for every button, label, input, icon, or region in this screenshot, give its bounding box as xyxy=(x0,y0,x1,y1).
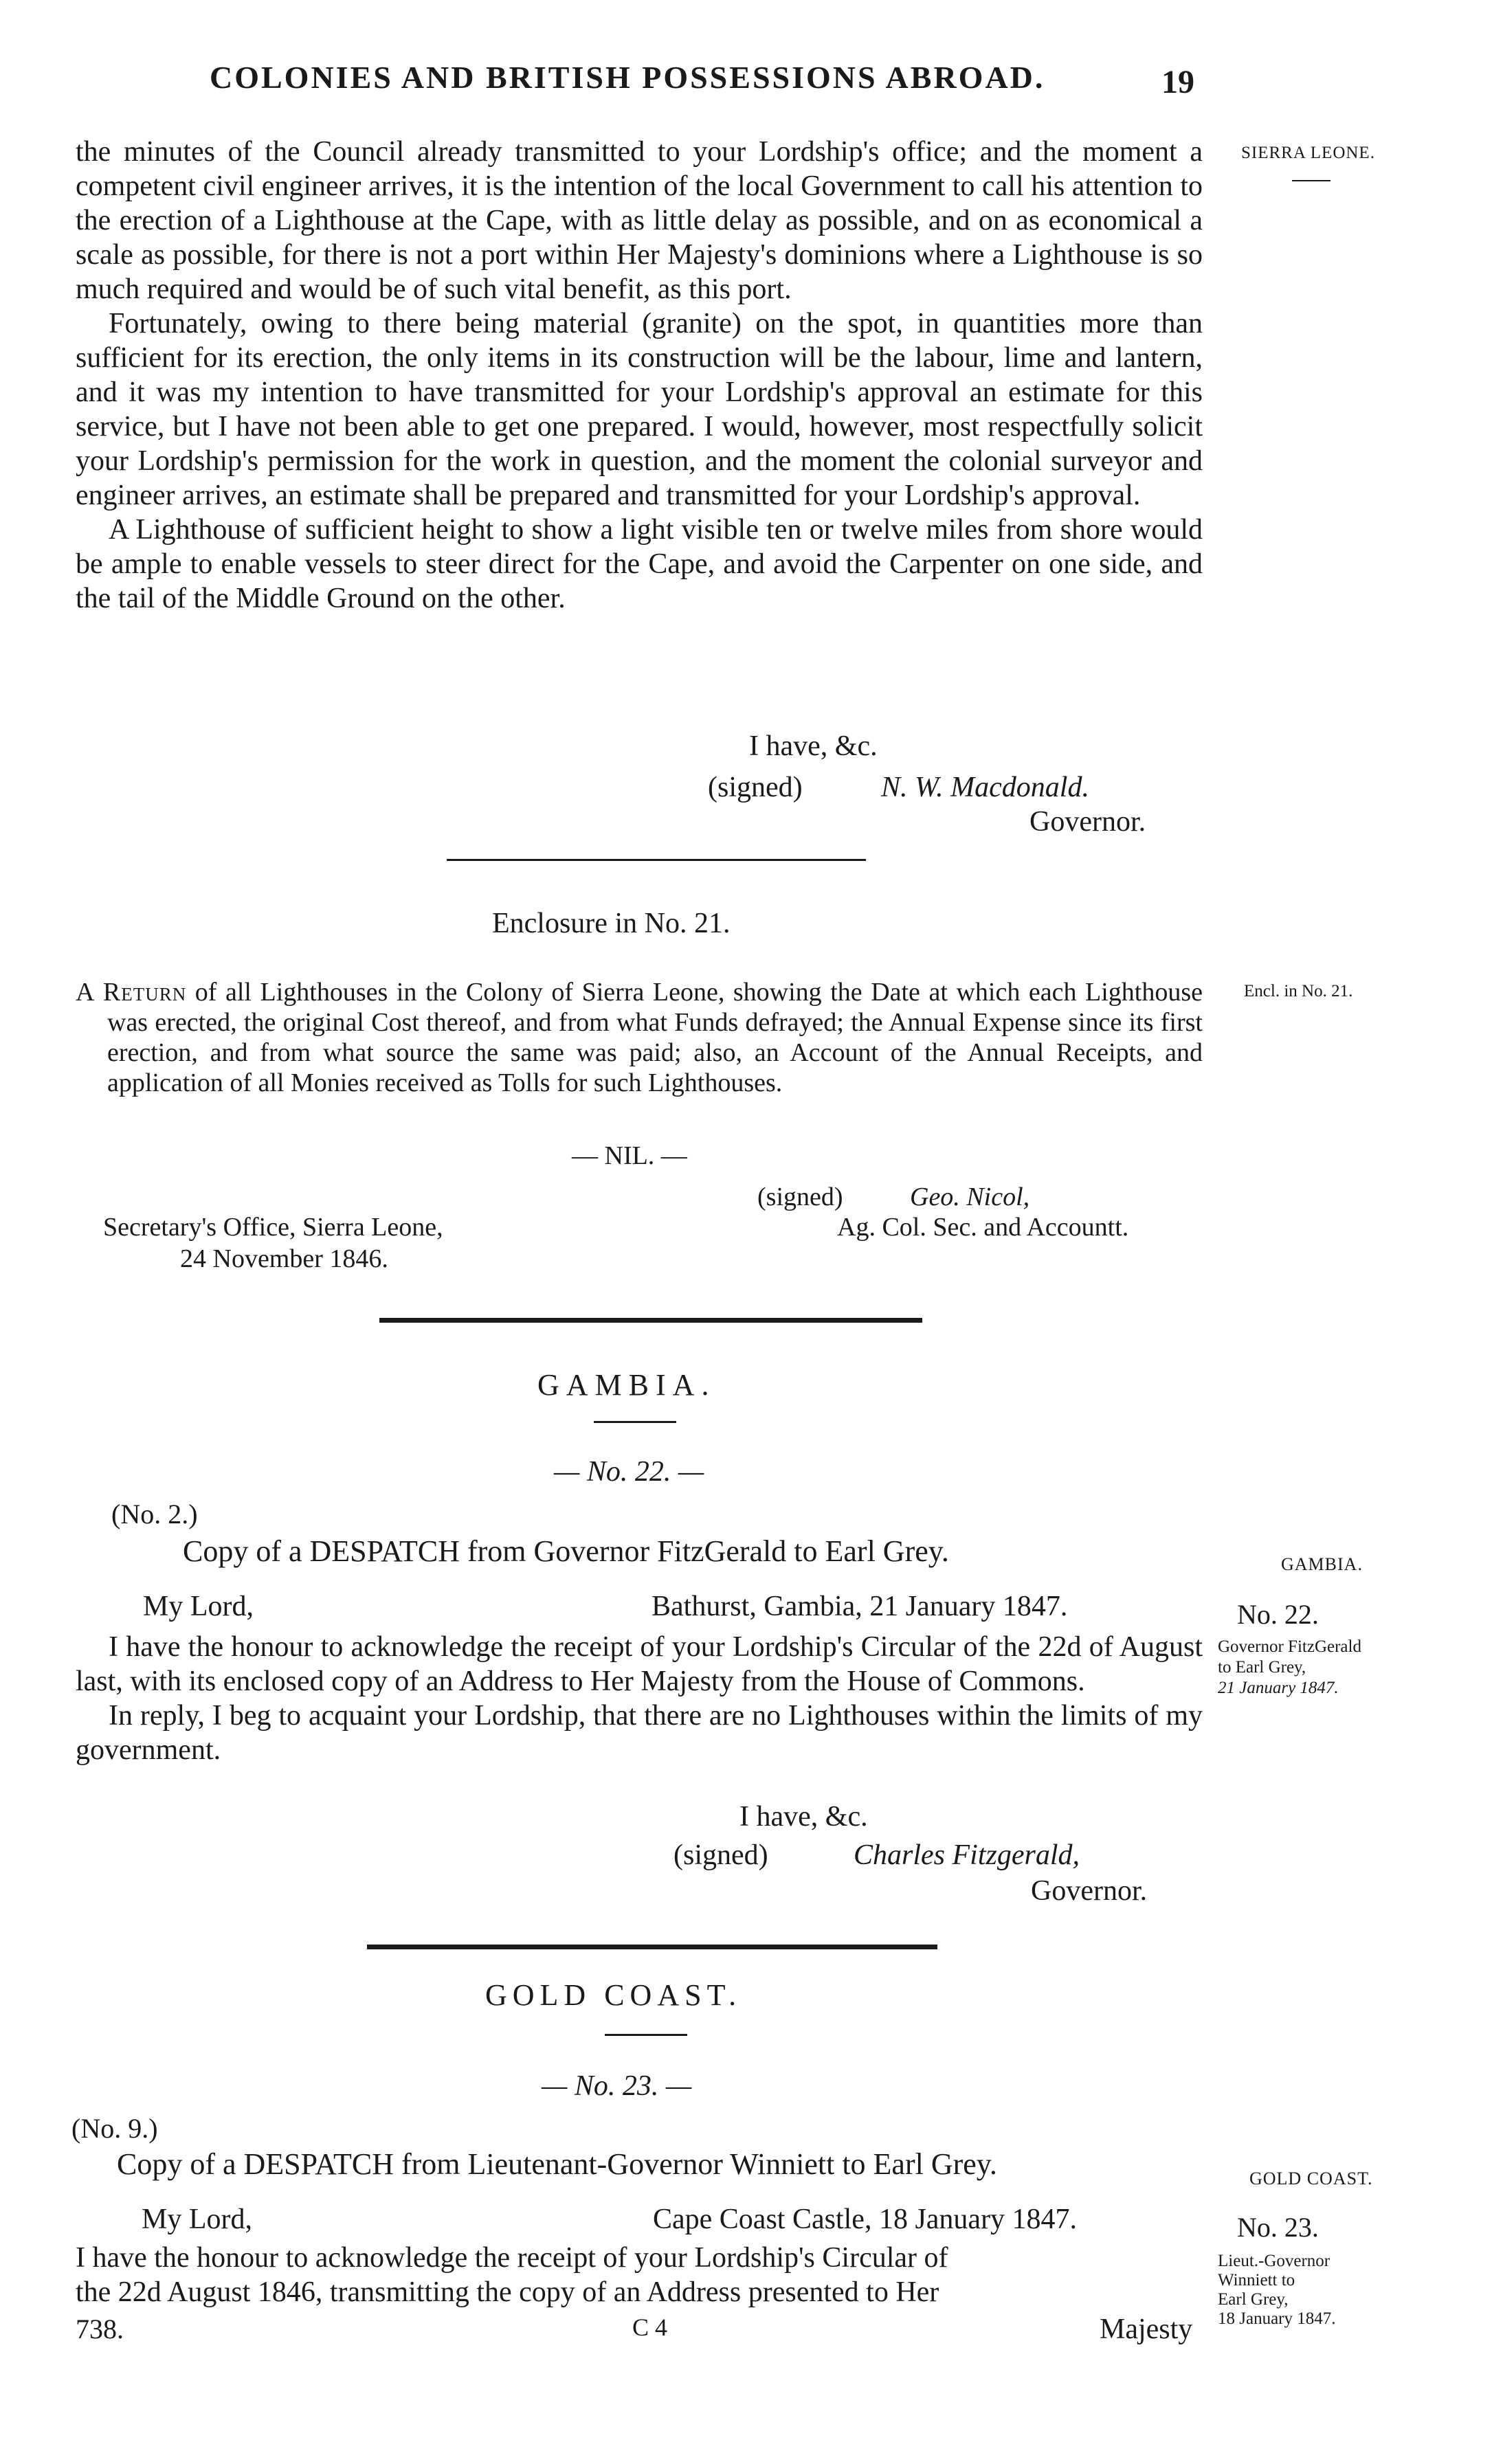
margin-gambia-from-3: 21 January 1847. xyxy=(1218,1679,1339,1697)
gambia-heading-rule xyxy=(594,1421,676,1423)
section-rule-thick xyxy=(379,1318,922,1323)
gambia-no-paren: (No. 2.) xyxy=(111,1499,198,1530)
gold-coast-paragraph-line-2: the 22d August 1846, transmitting the copy of an Address presented to Her xyxy=(76,2276,939,2308)
gold-coast-no-paren: (No. 9.) xyxy=(71,2113,158,2144)
enclosure-return xyxy=(76,977,1203,1098)
gambia-copy-line xyxy=(183,1534,949,1569)
section-rule-thick-2 xyxy=(367,1945,937,1949)
gold-coast-paragraph-line-1: I have the honour to acknowledge the receipt of your Lordship's Circular of xyxy=(76,2242,948,2274)
margin-gold-from-1: Lieut.-Governor xyxy=(1218,2252,1330,2270)
gambia-signer-title: Governor. xyxy=(1031,1875,1148,1907)
gambia-closing: I have, &c. xyxy=(739,1801,868,1833)
margin-gold-from-2: Winniett to xyxy=(1218,2271,1295,2289)
gambia-copy-text: Copy of a DESPATCH from Governor FitzGerald to Earl Grey. xyxy=(183,1534,949,1568)
gambia-body xyxy=(76,1630,1203,1767)
enclosure-date: 24 November 1846. xyxy=(180,1244,388,1273)
margin-sierra-leone: SIERRA LEONE. xyxy=(1241,144,1375,162)
margin-gambia-from-2: to Earl Grey, xyxy=(1218,1658,1306,1677)
gold-coast-heading-rule xyxy=(605,2034,687,2036)
signer-title: Governor. xyxy=(1029,806,1146,838)
closing-i-have: I have, &c. xyxy=(749,730,878,762)
margin-gambia-from-1: Governor FitzGerald xyxy=(1218,1637,1361,1656)
margin-gold-coast: GOLD COAST. xyxy=(1249,2169,1373,2188)
margin-gambia: GAMBIA. xyxy=(1281,1554,1363,1574)
margin-gold-coast-no: No. 23. xyxy=(1237,2212,1319,2243)
gold-coast-copy-line xyxy=(117,2147,997,2182)
margin-gambia-no: No. 22. xyxy=(1237,1599,1319,1630)
footer-catchword: Majesty xyxy=(1100,2314,1193,2345)
enclosure-signer-title: Ag. Col. Sec. and Accountt. xyxy=(837,1213,1129,1242)
enclosure-heading: Enclosure in No. 21. xyxy=(492,908,731,939)
letter-paragraph-3: A Lighthouse of sufficient height to show a light visible ten or twelve miles from shore would be ample to enable vessels to steer direct for the Cape, and avoid the Carpenter on one side, and the tail of the Middle Ground on the other. xyxy=(76,514,1203,614)
letter-paragraph-2: Fortunately, owing to there being material (granite) on the spot, in quantities more than sufficient for its erection, the only items in its construction will be the labour, lime and lantern, and it was my intention to have transmitted for your Lordship's approval an estimate for this service, but I have not been able to get one prepared. I would, however, most respectfully solicit your Lordship's permission for the work in question, and the moment the colonial surveyor and engineer arrives, an estimate shall be prepared and transmitted for your Lordship's approval. xyxy=(76,308,1203,511)
margin-gold-from-4: 18 January 1847. xyxy=(1218,2309,1336,2328)
gambia-salutation: My Lord, xyxy=(143,1591,254,1622)
gambia-place-date: Bathurst, Gambia, 21 January 1847. xyxy=(652,1591,1068,1622)
gold-coast-salutation: My Lord, xyxy=(142,2204,252,2235)
return-text: of all Lighthouses in the Colony of Sierra Leone, showing the Date at which each Lighthouse was erected, the original Cost thereof, and from what Funds defrayed; the Annual Expense since its first erection, and from what source the same was paid; also, an Account of the Annual Receipts, and application of all Monies received as Tolls for such Lighthouses. xyxy=(107,978,1203,1097)
letter-body xyxy=(76,135,1203,616)
nil-line: — NIL. — xyxy=(572,1141,687,1170)
footer-signature-mark: C 4 xyxy=(632,2314,668,2341)
enclosure-signed-label: (signed) xyxy=(757,1183,843,1211)
margin-gold-from-3: Earl Grey, xyxy=(1218,2290,1289,2309)
running-header: COLONIES AND BRITISH POSSESSIONS ABROAD. xyxy=(210,60,1045,95)
gambia-paragraph-1: I have the honour to acknowledge the receipt of your Lordship's Circular of the 22d of August last, with its enclosed copy of an Address to Her Majesty from the House of Commons. xyxy=(76,1631,1203,1697)
return-lead: A Return xyxy=(76,978,187,1007)
margin-enclosure: Encl. in No. 21. xyxy=(1244,982,1353,1000)
signer-name: N. W. Macdonald. xyxy=(881,772,1089,803)
letter-paragraph-1: the minutes of the Council already transmitted to your Lordship's office; and the moment a competent civil engineer arrives, it is the intention of the local Government to call his attention to the erection of a Lighthouse at the Cape, with as little delay as possible, and on as economical a scale as possible, for there is not a port within Her Majesty's dominions where a Lighthouse is so much required and would be of such vital benefit, as this port. xyxy=(76,136,1203,305)
gold-coast-heading: GOLD COAST. xyxy=(485,1978,742,2012)
enclosure-signer: Geo. Nicol, xyxy=(910,1183,1030,1211)
page-number: 19 xyxy=(1161,64,1194,100)
section-rule xyxy=(447,859,866,861)
margin-rule xyxy=(1292,180,1330,181)
gold-coast-number: — No. 23. — xyxy=(542,2070,692,2102)
gambia-heading: GAMBIA. xyxy=(537,1368,716,1402)
gold-coast-place-date: Cape Coast Castle, 18 January 1847. xyxy=(653,2204,1078,2235)
gambia-signed-label: (signed) xyxy=(673,1839,768,1871)
signed-label: (signed) xyxy=(708,772,803,803)
gambia-signer: Charles Fitzgerald, xyxy=(854,1839,1080,1871)
gold-coast-copy-text: Copy of a DESPATCH from Lieutenant-Governor Winniett to Earl Grey. xyxy=(117,2147,997,2181)
gambia-paragraph-2: In reply, I beg to acquaint your Lordship, that there are no Lighthouses within the limits of my government. xyxy=(76,1700,1203,1766)
gambia-number: — No. 22. — xyxy=(554,1456,704,1488)
footer-left: 738. xyxy=(76,2314,124,2344)
enclosure-office: Secretary's Office, Sierra Leone, xyxy=(103,1213,443,1242)
